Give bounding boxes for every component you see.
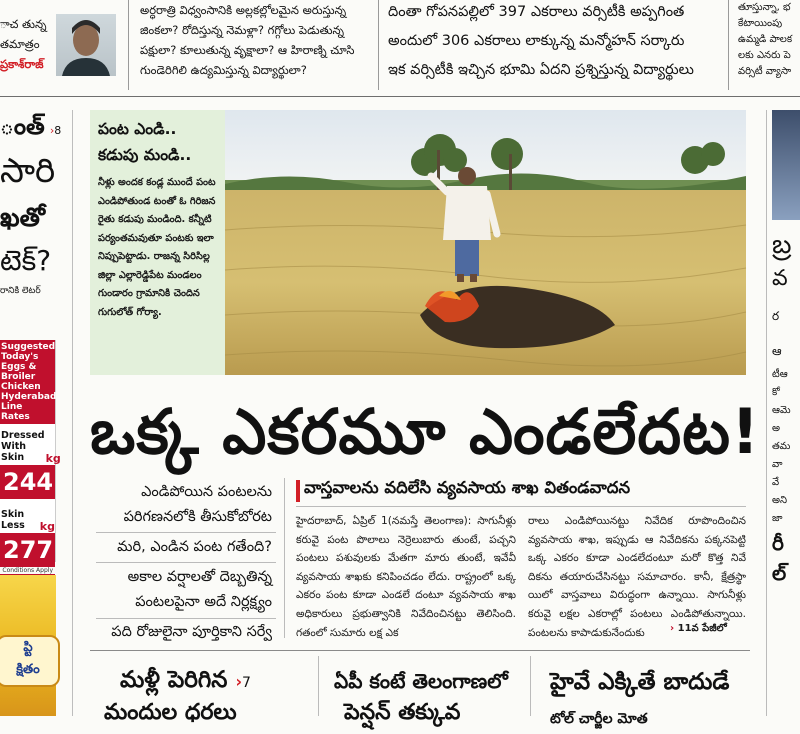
top-col3-line: ఇక వర్సిటీకి ఇచ్చిన భూమి ఏదని ప్రశ్నిస్తున్న విద్యార్థులు xyxy=(388,62,694,78)
top-col2-line: పక్షులా? కూలుతున్న వృక్షాలా? ఆ హిరాణ్ని చూసి xyxy=(140,43,355,57)
top-col1-line: తమాత్రం xyxy=(0,37,40,51)
farmer-burning-crop-photo xyxy=(225,110,746,375)
top-col4-line: కేటాయింపు xyxy=(738,18,783,29)
side-divider xyxy=(96,562,276,563)
left-teaser-line1: ంత్ xyxy=(0,112,45,140)
ad-label-with-skin: Dressed With Skin xyxy=(1,430,45,463)
top-col1 xyxy=(0,14,52,74)
author-photo xyxy=(56,14,116,76)
author-name: ప్రకాశ్‌రాజ్ xyxy=(0,57,44,71)
right-line: ఆ xyxy=(772,344,782,358)
right-line: ఆమె xyxy=(772,405,791,416)
chevron-right-icon: › xyxy=(235,672,243,691)
ad-unit: kg xyxy=(45,452,61,465)
left-teaser-line4: టెక్? xyxy=(0,244,52,277)
right-line: ర xyxy=(772,309,780,323)
photo-caption-box xyxy=(90,110,225,375)
bottom-col-divider xyxy=(318,656,319,716)
top-col2-line: గుండెరిగిలి ఉద్యమిస్తున్న విద్యార్థులా? xyxy=(140,63,307,77)
side-item: అకాల వర్షాలతో దెబ్బతిన్న xyxy=(127,569,272,585)
chevron-right-icon: › xyxy=(670,623,675,634)
ad-price-skinless: 277 xyxy=(0,533,55,567)
page-ref: 8 xyxy=(54,124,62,137)
top-col-divider xyxy=(378,0,379,90)
top-col-divider xyxy=(128,0,129,90)
side-divider xyxy=(96,532,276,533)
bottom-headline-1 xyxy=(120,664,251,699)
top-col-divider xyxy=(728,0,729,90)
right-photo xyxy=(772,110,800,220)
page-ref: 7 xyxy=(242,675,251,691)
top-col4 xyxy=(738,0,800,80)
right-line: ల్ xyxy=(772,561,787,585)
right-line: తమ xyxy=(772,441,791,452)
top-col2-line: అర్ధరాత్రి విధ్వంసానికి అల్లకల్లోలమైన అరుస్తున్న xyxy=(140,3,347,17)
bottom-headline-1-line2: మందుల ధరలు xyxy=(104,700,237,725)
right-line: వే xyxy=(772,477,780,488)
side-item: పది రోజులైనా పూర్తికాని సర్వే xyxy=(111,624,272,640)
top-col2 xyxy=(140,0,372,80)
bottom-headline-2: ఏపీ కంటే తెలంగాణలో xyxy=(334,669,508,693)
left-teaser-line5: రానికి లెటర్ xyxy=(0,286,41,296)
right-line: వ xyxy=(772,266,788,291)
right-line: జా xyxy=(772,513,783,524)
bottom-divider xyxy=(90,650,750,651)
ad-price-with-skin: 244 xyxy=(0,465,55,499)
continued-ref xyxy=(670,622,727,636)
right-col-divider xyxy=(766,110,767,716)
continued-label: 11వ పేజీలో xyxy=(677,623,727,634)
ad-unit: kg xyxy=(39,520,55,533)
chevron-right-icon: › xyxy=(49,124,55,137)
right-line: బ్ర xyxy=(772,230,792,260)
story-column-2: రాలు ఎండిపోయినట్టు నివేదిక రూపొందించిన వ్యవసాయ శాఖ, ఇప్పుడు ఆ నివేదికను పక్కనపెట్టి ఒక్క ఎకరం కూడా ఎండలేదంటూ మరో కొత్త నివే దికను తయారుచేసినట్టు సమాచారం. కానీ, క్షేత్రస్థా యిలో వాస్తవాలు విరుద్ధంగా ఉన్నాయి. సాగునీళ్లు కరువై లక్షల ఎకరాల్లో పంటలు ఎండిపోతున్నాయి. పంటలను కాపాడుకునేందుకు xyxy=(528,515,746,639)
right-line: టీఆ xyxy=(772,369,788,380)
top-col3-line: అందులో 306 ఎకరాలు లాక్కున్న మన్మోహన్ సర్కారు xyxy=(388,33,685,49)
story-subhead: వాస్తవాలను వదిలేసి వ్యవసాయ శాఖ వితండవాదన xyxy=(304,478,631,497)
subhead-underline xyxy=(296,506,746,507)
left-teaser-line2: సారి xyxy=(0,151,56,191)
side-divider xyxy=(96,618,276,619)
main-headline: ఒక్క ఎకరమూ ఎండలేదట! xyxy=(90,395,761,468)
caption-title: పంట ఎండి.. కడుపు మండి.. xyxy=(98,120,192,164)
top-divider xyxy=(0,96,800,97)
story-column-1: హైదరాబాద్, ఏప్రిల్ 1(నమస్తే తెలంగాణ): సాగునీళ్లు కరువై పంట పొలాలు నెర్రెలుబారు తుంటే, పచ్చని పంటలు పశువులకు మేతగా మారు తుంటే, ఇవేవీ వ్యవసాయ శాఖకు కనిపించడం లేదు. రాష్ట్రంలో ఒక్క ఎకరం పంట కూడా ఎండలే దంటూ వ్యవసాయ శాఖ అధికారులు ప్రభుత్వానికి నివేదించినట్టు తెలిసింది. గతంలో సుమారు లక్ష ఎక xyxy=(296,515,516,639)
oil-ad-text: ప్టి క్షితం xyxy=(16,640,40,677)
top-col4-line: వర్సిటీ వ్యాసా xyxy=(738,66,792,77)
left-teaser-line3: ఖతో xyxy=(0,203,46,233)
left-teaser xyxy=(0,112,62,300)
bottom-headline-3: హైవే ఎక్కితే బాదుడే xyxy=(550,669,730,695)
ad-conditions: Conditions Apply xyxy=(2,567,53,574)
right-line: కో xyxy=(772,387,780,398)
top-col2-line: జింకలా? రోదిస్తున్న నెమళ్లా? గగ్గోలు పెడుతున్న xyxy=(140,23,344,37)
right-line: అ xyxy=(772,423,780,434)
bottom-headline-1-text: మళ్లీ పెరిగిన xyxy=(120,667,228,693)
top-col3 xyxy=(388,0,722,82)
oil-ad xyxy=(0,575,56,716)
top-col1-line: ాచ తున్న xyxy=(0,17,47,31)
chicken-price-ad xyxy=(0,340,61,574)
bottom-headline-3-line2: టోల్ చార్జీల మోత xyxy=(550,711,648,727)
bottom-col-divider xyxy=(530,656,531,716)
right-line: రీ xyxy=(772,531,784,555)
side-item: పరిగణనలోకి తీసుకోబోరట xyxy=(123,509,272,525)
side-item: పంటలపైనా అదే నిర్లక్ష్యం xyxy=(135,594,272,610)
story-col-divider xyxy=(284,478,285,638)
top-col4-line: ఉమ్మడి పాలక xyxy=(738,34,793,45)
bottom-headline-2-line2: పెన్షన్ తక్కువ xyxy=(344,700,461,725)
right-column-sliver xyxy=(772,110,800,716)
left-col-divider xyxy=(72,110,73,716)
caption-body: నీళ్లు అందక కండ్ల ముందే పంట ఎండిపోతుండ టంతో ఓ గిరిజన రైతు కడుపు మండింది. కన్నీటి పర్యంతమవుతూ పంటకు ఇలా నిప్పుపెట్టాడు. రాజన్న సిరిసిల్ల జిల్లా ఎల్లారెడ్డిపేట మండలం గుండారం గ్రామానికి చెందిన గుగులోత్ గోర్యా. xyxy=(98,177,216,318)
right-line: వా xyxy=(772,459,783,470)
ad-label-skinless: Skin Less xyxy=(1,509,25,531)
top-col4-line: తూస్తున్నా, భ xyxy=(738,2,791,13)
top-col4-line: లకు ఎనరు పె xyxy=(738,50,791,61)
right-line: అని xyxy=(772,495,788,506)
top-col3-line: దింతా గోపనపల్లిలో 397 ఎకరాలు వర్సిటీకి అప్పగింత xyxy=(388,4,685,20)
oil-ad-label xyxy=(0,635,60,687)
side-item: ఎండిపోయిన పంటలను xyxy=(141,484,272,500)
side-item: మరి, ఎండిన పంట గతేంది? xyxy=(117,539,272,555)
ad-header: Suggested Today's Eggs & Broiler Chicken Hyderabad Line Rates xyxy=(1,342,57,422)
